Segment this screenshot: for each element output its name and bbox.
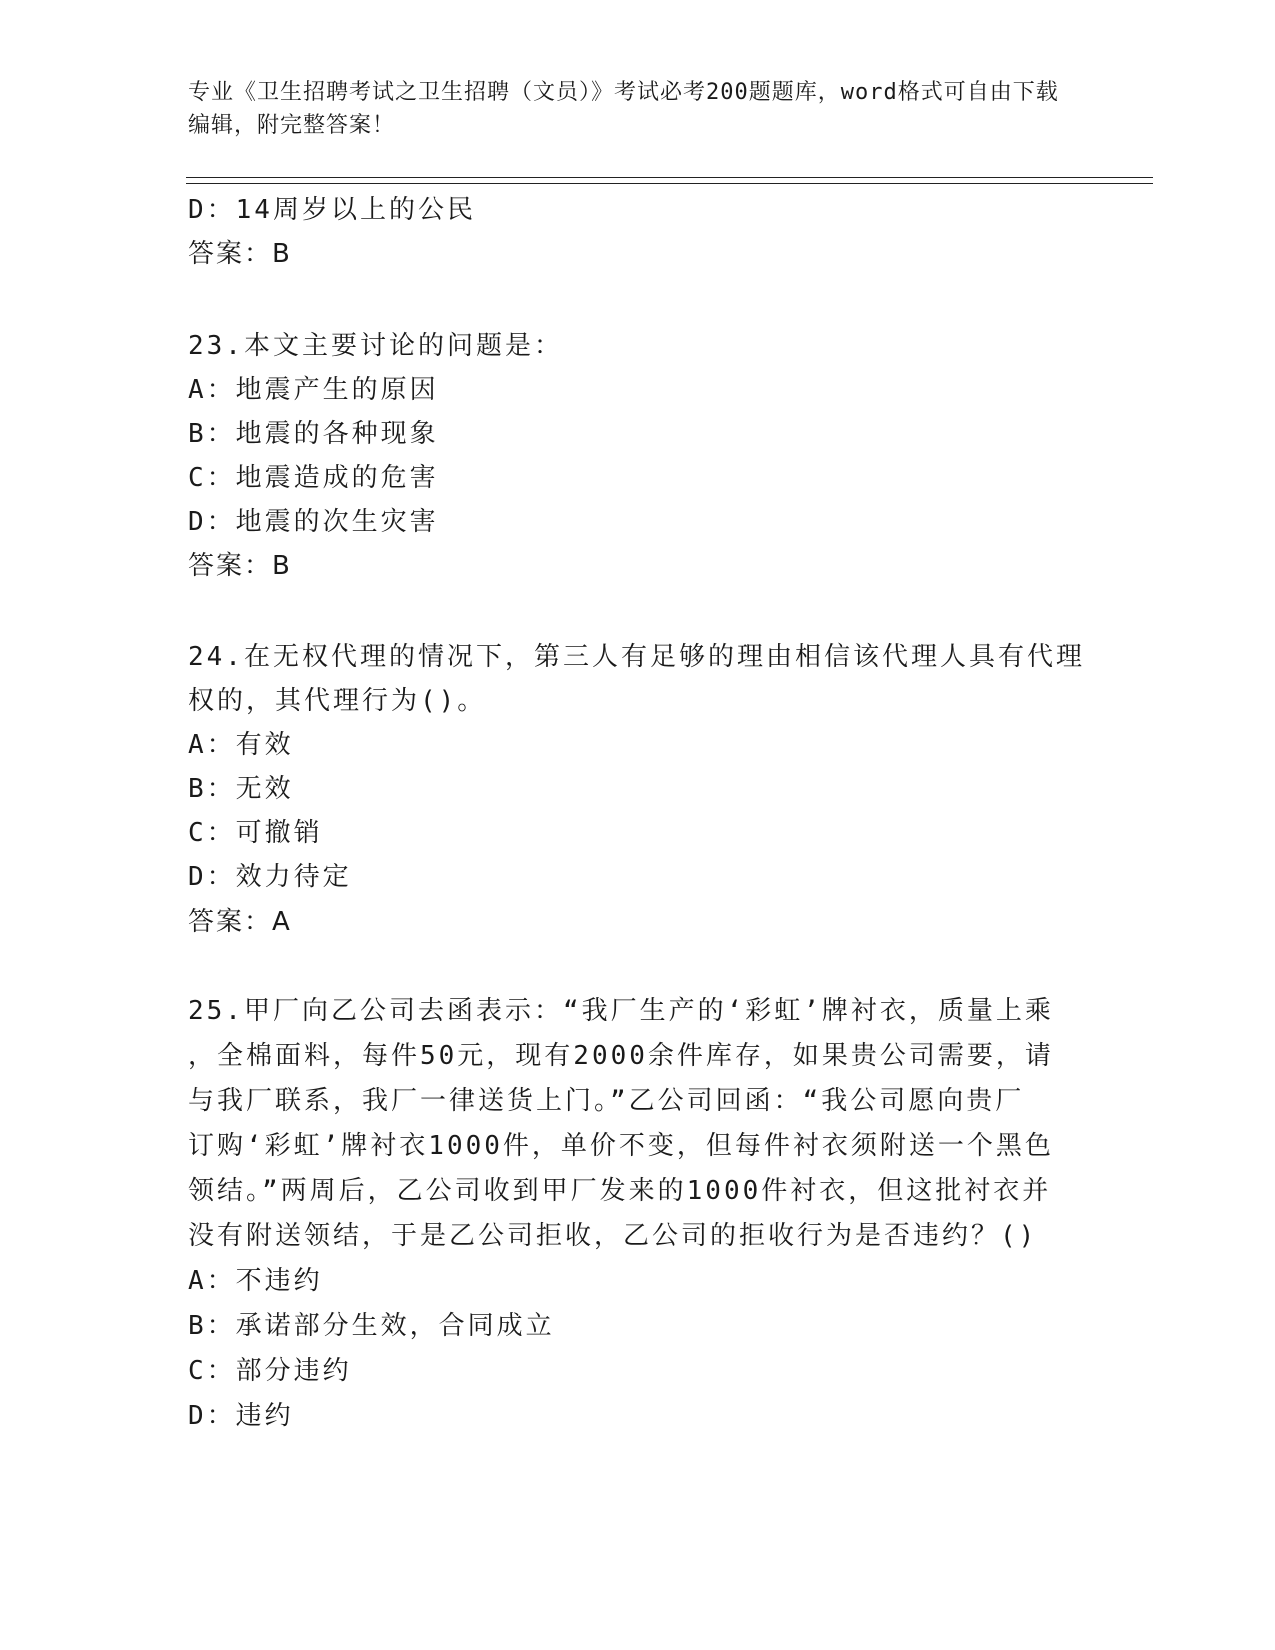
q24-option-d: D：效力待定 — [188, 862, 352, 892]
q25-stem-line-4: 订购‘彩虹’牌衬衣1000件，单价不变，但每件衬衣须附送一个黑色 — [188, 1131, 1054, 1161]
q24-stem-line-1: 24.在无权代理的情况下，第三人有足够的理由相信该代理人具有代理 — [188, 642, 1085, 672]
document-header: 专业《卫生招聘考试之卫生招聘（文员）》考试必考200题题库，word格式可自由下载编辑，附完整答案！ — [188, 80, 1059, 138]
q24-option-b: B：无效 — [188, 774, 294, 804]
q24-stem-line-2: 权的，其代理行为()。 — [188, 686, 487, 716]
q25-option-d: D：违约 — [188, 1401, 294, 1431]
q24-option-c: C：可撤销 — [188, 818, 323, 848]
q25-option-c: C：部分违约 — [188, 1356, 352, 1386]
q23-option-b: B：地震的各种现象 — [188, 419, 439, 449]
q22-option-d: D：14周岁以上的公民 — [188, 195, 476, 225]
header-rule-top — [186, 177, 1153, 178]
q25-stem-line-3: 与我厂联系，我厂一律送货上门。”乙公司回函：“我公司愿向贵厂 — [188, 1086, 1025, 1116]
q22-answer: 答案：B — [188, 239, 292, 269]
q24-answer: 答案：A — [188, 907, 292, 937]
q25-option-a: A：不违约 — [188, 1266, 323, 1296]
q24-option-a: A：有效 — [188, 730, 294, 760]
q23-option-a: A：地震产生的原因 — [188, 375, 439, 405]
q23-answer: 答案：B — [188, 551, 292, 581]
q25-stem-line-2: ，全棉面料，每件50元，现有2000余件库存，如果贵公司需要，请 — [188, 1041, 1054, 1071]
q23-stem: 23.本文主要讨论的问题是： — [188, 331, 563, 361]
q25-stem-line-1: 25.甲厂向乙公司去函表示：“我厂生产的‘彩虹’牌衬衣，质量上乘 — [188, 996, 1054, 1026]
q23-option-c: C：地震造成的危害 — [188, 463, 439, 493]
q25-stem-line-5: 领结。”两周后，乙公司收到甲厂发来的1000件衬衣，但这批衬衣并 — [188, 1176, 1052, 1206]
q25-option-b: B：承诺部分生效，合同成立 — [188, 1311, 555, 1341]
header-rule-bottom — [186, 183, 1153, 184]
q25-stem-line-6: 没有附送领结，于是乙公司拒收，乙公司的拒收行为是否违约？() — [188, 1221, 1038, 1251]
q23-option-d: D：地震的次生灾害 — [188, 507, 439, 537]
